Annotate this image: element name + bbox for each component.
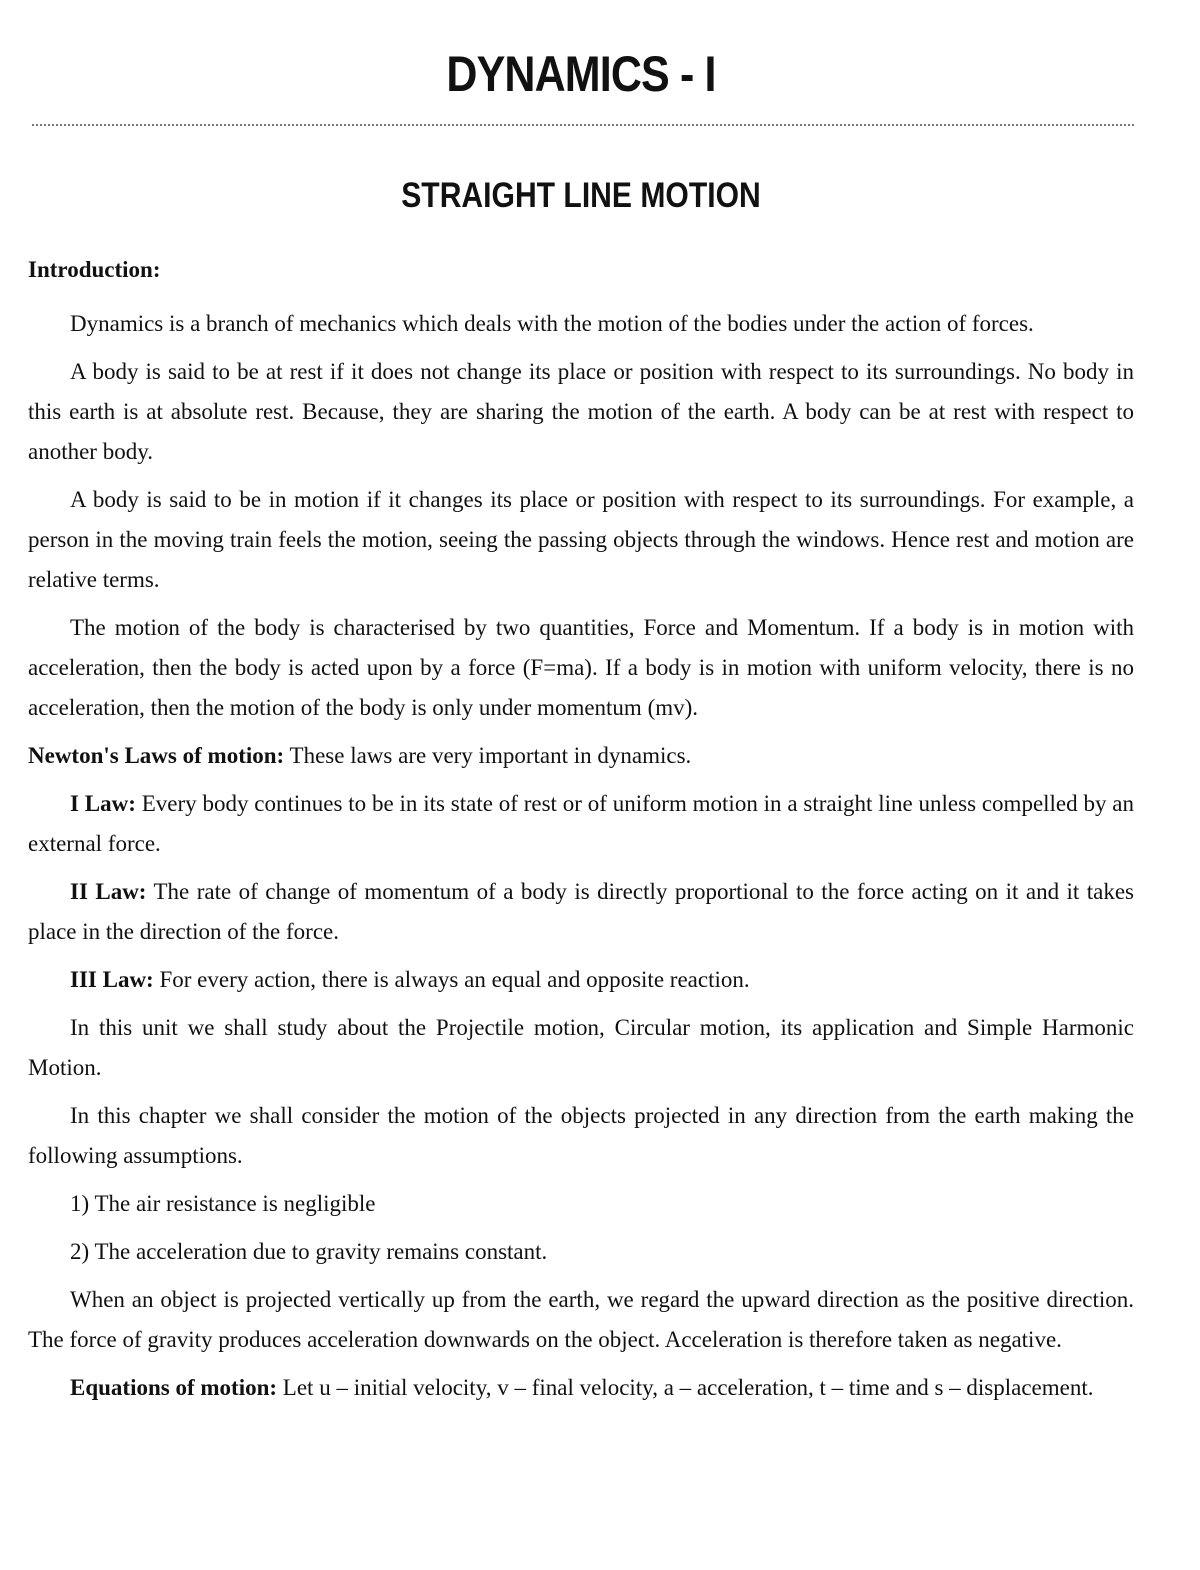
paragraph-dynamics-definition: Dynamics is a branch of mechanics which deals with the motion of the bodies under the action of forces. — [70, 311, 1034, 336]
paragraph-gravity-direction: When an object is projected vertically up from the earth, we regard the upward direction as the positive direction. The force of gravity produces acceleration downwards on the object. Acceleration is therefore taken as negative. — [28, 1287, 1134, 1352]
law-second — [28, 872, 1134, 952]
paragraph-force-momentum: The motion of the body is characterised by two quantities, Force and Momentum. If a body is in motion with acceleration, then the body is acted upon by a force (F=ma). If a body is in motion with uniform velocity, there is no acceleration, then the motion of the body is only under momentum (mv). — [28, 615, 1134, 720]
law-first-text: Every body continues to be in its state of rest or of uniform motion in a straight line unless compelled by an external force. — [28, 791, 1135, 856]
assumption-item: 1) The air resistance is negligible — [70, 1191, 376, 1216]
law-first-label: I Law: — [70, 791, 136, 816]
law-second-text: The rate of change of momentum of a body is directly proportional to the force acting on it and it takes place in the direction of the force. — [28, 879, 1135, 944]
law-first — [28, 784, 1134, 864]
law-third-text: For every action, there is always an equal and opposite reaction. — [153, 967, 750, 992]
law-third-label: III Law: — [70, 967, 154, 992]
newtons-laws-label: Newton's Laws of motion: — [28, 743, 285, 768]
paragraph-motion: A body is said to be in motion if it changes its place or position with respect to its surroundings. For example, a person in the moving train feels the motion, seeing the passing objects through the windows. Hence rest and motion are relative terms. — [28, 487, 1134, 592]
law-second-label: II Law: — [70, 879, 147, 904]
assumption-item: 2) The acceleration due to gravity remains constant. — [70, 1239, 548, 1264]
equations-of-motion — [28, 1368, 1134, 1408]
introduction-heading: Introduction: — [28, 257, 161, 282]
dotted-divider — [32, 124, 1134, 126]
law-third — [28, 960, 1134, 1000]
paragraph-rest: A body is said to be at rest if it does not change its place or position with respect to its surroundings. No body in this earth is at absolute rest. Because, they are sharing the motion of the earth. A body can be at rest with respect to another body. — [28, 359, 1134, 464]
paragraph-chapter-assumptions: In this chapter we shall consider the motion of the objects projected in any direction from the earth making the following assumptions. — [28, 1103, 1134, 1168]
paragraph-unit-scope: In this unit we shall study about the Projectile motion, Circular motion, its application and Simple Harmonic Motion. — [28, 1015, 1134, 1080]
equations-label: Equations of motion: — [70, 1375, 278, 1400]
section-title: STRAIGHT LINE MOTION — [401, 176, 761, 215]
body-text — [28, 250, 1134, 1416]
equations-text: Let u – initial velocity, v – final velocity, a – acceleration, t – time and s – displacement. — [277, 1375, 1094, 1400]
newtons-laws-intro — [28, 736, 1134, 776]
newtons-laws-text: These laws are very important in dynamics. — [284, 743, 692, 768]
chapter-title: DYNAMICS - I — [446, 46, 716, 102]
